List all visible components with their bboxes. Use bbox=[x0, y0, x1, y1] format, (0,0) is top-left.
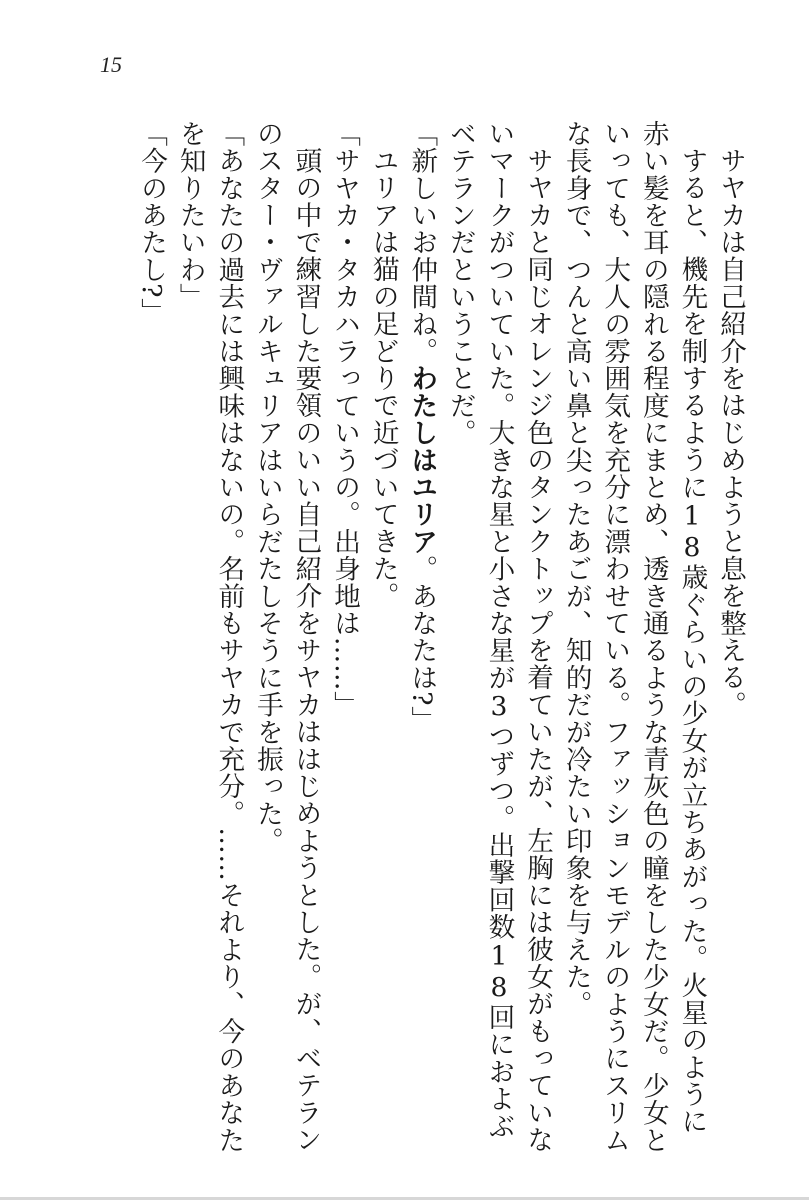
page-number: 15 bbox=[100, 52, 122, 77]
text-run: 頭の中で練習した要領のいい自己紹介をサヤカははじめようとした。が、ベテランのスター・ヴァルキュリアはいらだたしそうに手を振った。 bbox=[251, 120, 322, 1153]
paragraph bbox=[556, 120, 710, 1160]
paragraph bbox=[132, 120, 171, 1160]
text-run: 「サヤカ・タカハラっていうの。出身地は……」 bbox=[329, 120, 361, 719]
text-run: サヤカと同じオレンジ色のタンクトップを着ていたが、左胸には彼女がもっていないマークがついていた。大きな星と小さな星が bbox=[483, 120, 554, 1153]
text-run: 18 bbox=[483, 940, 515, 1004]
text-run: 「あなたの過去には興味はないの。名前もサヤカで充分。……それより、今のあなたを知りたいわ」 bbox=[174, 120, 245, 1154]
paragraph bbox=[363, 120, 402, 1160]
text-run: ユリアは猫の足どりで近づいてきた。 bbox=[367, 146, 399, 609]
paragraph bbox=[170, 120, 247, 1160]
body-text bbox=[136, 120, 749, 1160]
text-run: 「今のあたし?」 bbox=[136, 120, 168, 326]
text-run: 。あなたは?」 bbox=[406, 555, 438, 734]
paragraph bbox=[402, 120, 441, 1160]
text-run: すると、機先を制するように bbox=[676, 146, 708, 501]
text-run: 18 bbox=[676, 500, 708, 564]
paragraph bbox=[440, 120, 556, 1160]
paragraph bbox=[710, 120, 749, 1160]
text-run: サヤカは自己紹介をはじめようと息を整える。 bbox=[715, 146, 746, 718]
bold-text: わたしはユリア bbox=[406, 364, 438, 556]
text-run: 回におよぶベテランだということだ。 bbox=[444, 120, 515, 1140]
paragraph bbox=[247, 120, 324, 1160]
text-run: 3 bbox=[483, 691, 515, 723]
text-run: 歳ぐらいの少女が立ちあがった。火星のように赤い髪を耳の隠れる程度にまとめ、透き通るような青灰色の瞳をした少女だ。少女といっても、大人の雰囲気を充分に漂わせている。ファッションモデルのようにスリムな長身で、つんと高い鼻と尖ったあごが、知的だが冷たい印象を与えた。 bbox=[560, 120, 708, 1154]
paragraph bbox=[324, 120, 363, 1160]
text-run: 「新しいお仲間ね。 bbox=[406, 120, 438, 365]
text-run: つずつ。出撃回数 bbox=[483, 722, 515, 941]
